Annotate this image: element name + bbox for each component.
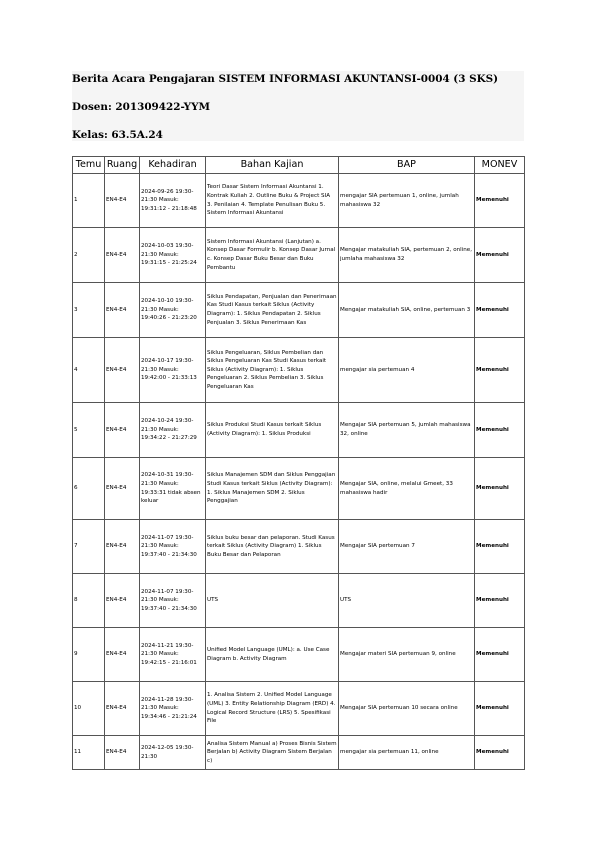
- table-row: [73, 682, 525, 736]
- monev-cell: [475, 574, 525, 628]
- monev-cell: [475, 283, 525, 338]
- bap-cell: [339, 338, 475, 403]
- meeting-number-text: 9: [74, 651, 78, 658]
- bap-cell-text: UTS: [340, 597, 352, 604]
- bap-cell-text: Mengajar SIA pertemuan 5, jumlah mahasiswa 32, online: [340, 422, 471, 437]
- monev-cell-text: Memenuhi: [476, 426, 509, 433]
- column-header-monev: MONEV: [475, 157, 525, 174]
- table-row: [73, 338, 525, 403]
- material-cell: [206, 520, 339, 574]
- bap-cell: [339, 403, 475, 458]
- table-row: [73, 736, 525, 770]
- meeting-number: [73, 520, 105, 574]
- attendance-cell-text: 2024-11-28 19:30-21:30 Masuk: 19:34:46 - 21:21:24: [141, 696, 197, 720]
- bap-cell: [339, 682, 475, 736]
- room-cell: [105, 403, 140, 458]
- meeting-number: [73, 403, 105, 458]
- bap-cell-text: mengajar sia pertemuan 4: [340, 366, 415, 373]
- attendance-cell-text: 2024-12-05 19:30-21:30: [141, 744, 194, 760]
- monev-cell: [475, 458, 525, 520]
- meeting-number: [73, 338, 105, 403]
- monev-cell-text: Memenuhi: [476, 366, 509, 373]
- attendance-cell-text: 2024-09-26 19:30-21:30 Masuk: 19:31:12 - 21:18:48: [141, 188, 197, 212]
- meeting-number-text: 7: [74, 543, 78, 550]
- attendance-cell: [140, 283, 206, 338]
- meeting-number: [73, 458, 105, 520]
- room-cell-text: EN4-E4: [106, 485, 127, 492]
- room-cell: [105, 283, 140, 338]
- page-title: Berita Acara Pengajaran SISTEM INFORMASI AKUNTANSI-0004 (3 SKS): [72, 73, 499, 85]
- meeting-number: [73, 228, 105, 283]
- material-cell: [206, 338, 339, 403]
- attendance-cell: [140, 736, 206, 770]
- bap-cell-text: Mengajar SIA pertemuan 10 secara online: [340, 705, 458, 712]
- room-cell-text: EN4-E4: [106, 366, 127, 373]
- room-cell-text: EN4-E4: [106, 651, 127, 658]
- room-cell: [105, 682, 140, 736]
- material-cell-text: Unified Model Language (UML): a. Use Case Diagram b. Activity Diagram: [207, 646, 330, 662]
- room-cell-text: EN4-E4: [106, 749, 127, 756]
- material-cell-text: Siklus Produksi Studi Kasus terkait Siklus (Activity Diagram): 1. Siklus Produksi: [207, 422, 322, 437]
- attendance-cell-text: 2024-10-03 19:30-21:30 Masuk: 19:31:15 - 21:25:24: [141, 243, 197, 267]
- monev-cell: [475, 520, 525, 574]
- room-cell: [105, 736, 140, 770]
- attendance-cell-text: 2024-10-31 19:30-21:30 Masuk: 19:33:31 tidak absen keluar: [141, 472, 201, 505]
- attendance-cell: [140, 628, 206, 682]
- column-header-ruang: Ruang: [105, 157, 140, 174]
- room-cell: [105, 574, 140, 628]
- meeting-number-text: 3: [74, 306, 78, 313]
- bap-cell-text: mengajar SIA pertemuan 1, online, jumlah mahasiswa 32: [340, 192, 459, 208]
- bap-cell: [339, 736, 475, 770]
- table-header-row: [73, 157, 525, 174]
- material-cell-text: Siklus Pengeluaran, Siklus Pembelian dan Siklus Pengeluaran Kas Studi Kasus terkait Siklus (Activity Diagram): 1. Siklus Pengeluaran 2. Siklus Pembelian 3. Siklus Pengeluaran Kas: [207, 349, 327, 390]
- column-header-bap: BAP: [339, 157, 475, 174]
- monev-cell-text: Memenuhi: [476, 651, 509, 658]
- material-cell-text: Analisa Sistem Manual a) Proses Bisnis Sistem Berjalan b) Activity Diagram Sistem Berjalan c): [207, 740, 337, 764]
- material-cell-text: Siklus buku besar dan pelaporan. Studi Kasus terkait Siklus (Activity Diagram) 1. Siklus Buku Besar dan Pelaporan: [207, 534, 335, 558]
- table-row: [73, 228, 525, 283]
- attendance-cell: [140, 574, 206, 628]
- attendance-cell-text: 2024-11-07 19:30-21:30 Masuk: 19:37:40 - 21:34:30: [141, 534, 197, 558]
- bap-cell: [339, 283, 475, 338]
- bap-cell: [339, 174, 475, 228]
- bap-cell-text: Mengajar matakuliah SIA, online, pertemuan 3: [340, 306, 471, 313]
- lecturer-line: Dosen: 201309422-YYM: [72, 101, 210, 113]
- meeting-number-text: 11: [74, 749, 82, 756]
- material-cell-text: Teori Dasar Sistem Informasi Akuntansi 1. Kontrak Kuliah 2. Outline Buku & Project SIA 3. Penilaian 4. Template Penulisan Buku 5. Sistem Informasi Akuntansi: [207, 184, 331, 217]
- room-cell-text: EN4-E4: [106, 197, 127, 204]
- monev-cell-text: Memenuhi: [476, 306, 509, 313]
- room-cell: [105, 628, 140, 682]
- attendance-cell-text: 2024-11-07 19:30-21:30 Masuk: 19:37:40 - 21:34:30: [141, 588, 197, 612]
- material-cell: [206, 574, 339, 628]
- meeting-number-text: 1: [74, 197, 78, 204]
- room-cell: [105, 520, 140, 574]
- bap-cell: [339, 628, 475, 682]
- meeting-number: [73, 283, 105, 338]
- attendance-cell: [140, 682, 206, 736]
- monev-cell: [475, 338, 525, 403]
- column-header-temu: Temu: [73, 157, 105, 174]
- monev-cell-text: Memenuhi: [476, 597, 509, 604]
- bap-cell-text: mengajar sia pertemuan 11, online: [340, 749, 439, 756]
- bap-cell-text: Mengajar SIA pertemuan 7: [340, 543, 415, 550]
- monev-cell-text: Memenuhi: [476, 251, 509, 258]
- meeting-number-text: 6: [74, 485, 78, 492]
- column-header-kehadiran: Kehadiran: [140, 157, 206, 174]
- monev-cell: [475, 736, 525, 770]
- meeting-number: [73, 174, 105, 228]
- table-row: [73, 283, 525, 338]
- attendance-cell: [140, 174, 206, 228]
- bap-cell-text: Mengajar SIA, online, melalui Gmeet, 33 mahasiswa hadir: [340, 480, 453, 496]
- table-row: [73, 520, 525, 574]
- bap-cell-text: Mengajar matakuliah SIA, pertemuan 2, online, jumlaha mahasiswa 32: [340, 247, 473, 262]
- monev-cell: [475, 403, 525, 458]
- attendance-cell: [140, 338, 206, 403]
- room-cell-text: EN4-E4: [106, 251, 127, 258]
- material-cell-text: Siklus Manajemen SDM dan Siklus Penggajian Studi Kasus terkait Siklus (Activity Diagram): 1. Siklus Manajemen SDM 2. Siklus Penggajian: [207, 472, 336, 505]
- material-cell-text: Sistem Informasi Akuntansi (Lanjutan) a. Konsep Dasar Formulir b. Konsep Dasar Jurnal c. Konsep Dasar Buku Besar dan Buku Pembantu: [207, 238, 336, 271]
- monev-cell: [475, 228, 525, 283]
- meeting-number-text: 5: [74, 426, 78, 433]
- table-row: [73, 403, 525, 458]
- attendance-cell: [140, 228, 206, 283]
- material-cell: [206, 628, 339, 682]
- bap-cell: [339, 574, 475, 628]
- attendance-cell-text: 2024-10-17 19:30-21:30 Masuk: 19:42:00 - 21:33:13: [141, 358, 197, 382]
- table-row: [73, 574, 525, 628]
- teaching-log-table: [72, 156, 525, 770]
- meeting-number-text: 2: [74, 251, 78, 258]
- bap-cell-text: Mengajar materi SIA pertemuan 9, online: [340, 651, 456, 658]
- room-cell-text: EN4-E4: [106, 597, 127, 604]
- meeting-number: [73, 628, 105, 682]
- attendance-cell-text: 2024-10-10 19:30-21:30 Masuk: 19:40:26 - 21:23:20: [141, 298, 197, 322]
- material-cell: [206, 403, 339, 458]
- meeting-number: [73, 682, 105, 736]
- material-cell-text: UTS: [207, 597, 219, 604]
- attendance-cell-text: 2024-11-21 19:30-21:30 Masuk: 19:42:15 - 21:16:01: [141, 642, 197, 666]
- room-cell-text: EN4-E4: [106, 426, 127, 433]
- meeting-number: [73, 736, 105, 770]
- bap-cell: [339, 520, 475, 574]
- monev-cell: [475, 628, 525, 682]
- material-cell-text: Siklus Pendapatan, Penjualan dan Penerimaan Kas Studi Kasus terkait Siklus (Activity Diagram): 1. Siklus Pendapatan 2. Siklus Penjualan 3. Siklus Penerimaan Kas: [207, 293, 337, 326]
- monev-cell-text: Memenuhi: [476, 749, 509, 756]
- table-row: [73, 174, 525, 228]
- monev-cell: [475, 174, 525, 228]
- room-cell-text: EN4-E4: [106, 705, 127, 712]
- monev-cell-text: Memenuhi: [476, 705, 509, 712]
- attendance-cell: [140, 403, 206, 458]
- attendance-cell: [140, 520, 206, 574]
- monev-cell-text: Memenuhi: [476, 543, 509, 550]
- attendance-cell: [140, 458, 206, 520]
- column-header-bahan-kajian: Bahan Kajian: [206, 157, 339, 174]
- room-cell: [105, 228, 140, 283]
- bap-cell: [339, 228, 475, 283]
- material-cell: [206, 283, 339, 338]
- room-cell-text: EN4-E4: [106, 306, 127, 313]
- room-cell: [105, 174, 140, 228]
- table-row: [73, 458, 525, 520]
- meeting-number-text: 4: [74, 366, 78, 373]
- bap-cell: [339, 458, 475, 520]
- room-cell: [105, 458, 140, 520]
- material-cell: [206, 682, 339, 736]
- monev-cell: [475, 682, 525, 736]
- monev-cell-text: Memenuhi: [476, 485, 509, 492]
- material-cell: [206, 228, 339, 283]
- material-cell: [206, 458, 339, 520]
- monev-cell-text: Memenuhi: [476, 197, 509, 204]
- room-cell: [105, 338, 140, 403]
- material-cell-text: 1. Analisa Sistem 2. Unified Model Language (UML) 3. Entity Relationship Diagram (ERD) 4. Logical Record Structure (LRS) 5. Spesifikasi File: [207, 692, 336, 725]
- class-line: Kelas: 63.5A.24: [72, 129, 163, 141]
- attendance-cell-text: 2024-10-24 19:30-21:30 Masuk: 19:34:22 - 21:27:29: [141, 418, 197, 442]
- room-cell-text: EN4-E4: [106, 543, 127, 550]
- meeting-number: [73, 574, 105, 628]
- meeting-number-text: 10: [74, 705, 82, 712]
- material-cell: [206, 736, 339, 770]
- table-row: [73, 628, 525, 682]
- meeting-number-text: 8: [74, 597, 78, 604]
- material-cell: [206, 174, 339, 228]
